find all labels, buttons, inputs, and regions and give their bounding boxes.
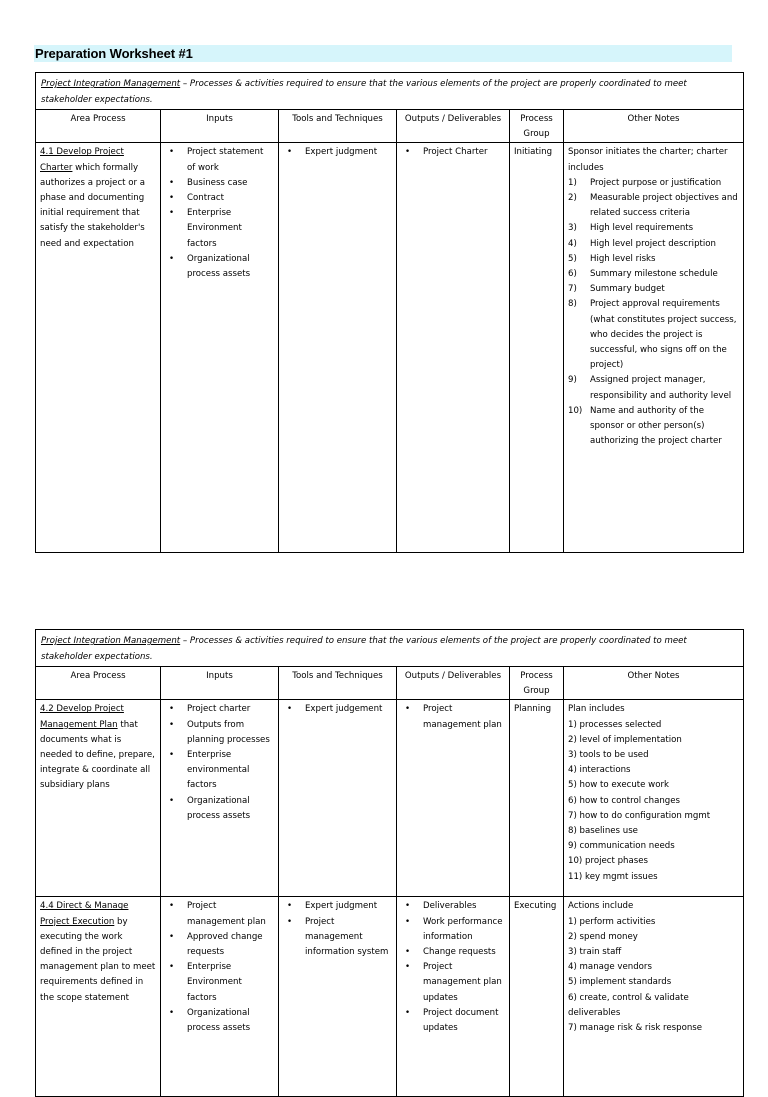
list-item: 4) High level project description <box>568 238 716 249</box>
tools-list <box>283 702 392 717</box>
process-group-cell: Executing <box>510 897 564 1097</box>
inputs-cell <box>161 700 279 897</box>
list-item: 9) Assigned project manager, responsibility and authority level <box>568 375 732 401</box>
list-item: • Organizational process assets <box>187 1006 274 1036</box>
outputs-cell <box>397 700 510 897</box>
list-item: 3) train staff <box>568 947 622 958</box>
other-notes-cell <box>564 700 744 897</box>
list-item: 2) Measurable project objectives and related success criteria <box>568 193 738 219</box>
list-item: 9) communication needs <box>568 841 675 852</box>
list-item: • Work performance information <box>423 915 505 945</box>
page-title: Preparation Worksheet #1 <box>35 46 193 61</box>
list-item: 5) High level risks <box>568 253 656 264</box>
table-row <box>36 897 744 1097</box>
worksheet-table-1 <box>35 72 744 553</box>
intro-cell <box>36 630 744 667</box>
header-process-group: Process Group <box>510 110 564 143</box>
list-item: • Organizational process assets <box>187 794 274 824</box>
list-item: 1) Project purpose or justification <box>568 177 722 188</box>
area-process-cell <box>36 897 161 1097</box>
list-item: 7) manage risk & risk response <box>568 1023 703 1034</box>
list-item: • Project statement of work <box>187 145 274 175</box>
tools-cell <box>279 897 397 1097</box>
list-item: • Approved change requests <box>187 930 274 960</box>
list-item: • Project management plan <box>423 702 505 732</box>
list-item: Actions include <box>568 901 634 912</box>
area-process-cell <box>36 143 161 553</box>
intro-text: – Processes & activities required to ensure that the various elements of the project are properly coordinated to meet stakeholder expectations. <box>41 79 687 105</box>
list-item: • Project Charter <box>423 145 505 160</box>
header-outputs: Outputs / Deliverables <box>397 667 510 700</box>
page-title-bar <box>34 45 732 62</box>
list-item: 6) Summary milestone schedule <box>568 269 718 280</box>
list-item: Plan includes <box>568 704 625 715</box>
tools-list <box>283 899 392 960</box>
header-other-notes: Other Notes <box>564 667 744 700</box>
tools-list <box>283 145 392 160</box>
list-item: • Expert judgment <box>305 145 392 160</box>
header-tools: Tools and Techniques <box>279 110 397 143</box>
process-group-cell: Planning <box>510 700 564 897</box>
list-item: 1) perform activities <box>568 916 656 927</box>
list-item: 4) manage vendors <box>568 962 652 973</box>
list-item: 3) High level requirements <box>568 223 694 234</box>
outputs-list <box>401 702 505 732</box>
list-item: 7) Summary budget <box>568 284 665 295</box>
tools-cell <box>279 700 397 897</box>
list-item: 5) implement standards <box>568 977 672 988</box>
area-process-link[interactable]: 4.2 Develop Project Management Plan <box>40 704 124 730</box>
header-process-group: Process Group <box>510 667 564 700</box>
list-item: 4) interactions <box>568 765 631 776</box>
inputs-list <box>165 145 274 282</box>
list-item: 2) level of implementation <box>568 734 682 745</box>
outputs-list <box>401 899 505 1036</box>
table-row <box>36 143 744 553</box>
header-inputs: Inputs <box>161 110 279 143</box>
list-item: • Expert judgment <box>305 899 392 914</box>
area-process-desc: by executing the work defined in the project management plan to meet requirements defined in the scope statement <box>40 916 156 1003</box>
list-item: 8) baselines use <box>568 826 638 837</box>
outputs-cell <box>397 897 510 1097</box>
notes-intro: Sponsor initiates the charter; charter includes <box>568 147 728 173</box>
list-item: • Business case <box>187 176 274 191</box>
list-item: • Deliverables <box>423 899 505 914</box>
other-notes-cell <box>564 897 744 1097</box>
list-item: • Change requests <box>423 945 505 960</box>
list-item: 1) processes selected <box>568 719 662 730</box>
list-item: • Enterprise Environment factors <box>187 206 274 252</box>
list-item: 2) spend money <box>568 931 638 942</box>
header-inputs: Inputs <box>161 667 279 700</box>
outputs-cell <box>397 143 510 553</box>
list-item: • Expert judgement <box>305 702 392 717</box>
list-item: 5) how to execute work <box>568 780 669 791</box>
other-notes-cell <box>564 143 744 553</box>
list-item: • Project management information system <box>305 915 392 961</box>
intro-text: – Processes & activities required to ensure that the various elements of the project are properly coordinated to meet stakeholder expectations. <box>41 636 687 662</box>
intro-link[interactable]: Project Integration Management <box>41 79 181 89</box>
notes-list <box>568 176 739 450</box>
inputs-cell <box>161 897 279 1097</box>
list-item: • Project management plan updates <box>423 960 505 1006</box>
list-item: 6) how to control changes <box>568 795 680 806</box>
tools-cell <box>279 143 397 553</box>
list-item: • Project charter <box>187 702 274 717</box>
list-item: 11) key mgmt issues <box>568 871 658 882</box>
list-item: 8) Project approval requirements (what constitutes project success, who decides the project is successful, who signs off on the project) <box>568 299 737 371</box>
list-item: 3) tools to be used <box>568 750 649 761</box>
inputs-list <box>165 702 274 824</box>
process-group-cell: Initiating <box>510 143 564 553</box>
list-item: • Outputs from planning processes <box>187 718 274 748</box>
list-item: • Enterprise Environment factors <box>187 960 274 1006</box>
outputs-list <box>401 145 505 160</box>
header-area-process: Area Process <box>36 667 161 700</box>
inputs-list <box>165 899 274 1036</box>
list-item: 7) how to do configuration mgmt <box>568 810 711 821</box>
list-item: 10) Name and authority of the sponsor or other person(s) authorizing the project charter <box>568 405 722 447</box>
worksheet-table-2 <box>35 629 744 1097</box>
list-item: 10) project phases <box>568 856 648 867</box>
list-item: • Project management plan <box>187 899 274 929</box>
list-item: • Project document updates <box>423 1006 505 1036</box>
inputs-cell <box>161 143 279 553</box>
list-item: • Organizational process assets <box>187 252 274 282</box>
area-process-cell <box>36 700 161 897</box>
header-outputs: Outputs / Deliverables <box>397 110 510 143</box>
list-item: • Enterprise environmental factors <box>187 748 274 794</box>
area-process-desc: that documents what is needed to define, prepare, integrate & coordinate all subsidiary plans <box>40 719 155 791</box>
header-other-notes: Other Notes <box>564 110 744 143</box>
list-item: • Contract <box>187 191 274 206</box>
header-area-process: Area Process <box>36 110 161 143</box>
area-process-link[interactable]: 4.1 Develop Project Charter <box>40 147 124 173</box>
list-item: 6) create, control & validate deliverables <box>568 992 689 1018</box>
header-tools: Tools and Techniques <box>279 667 397 700</box>
table-row <box>36 700 744 897</box>
area-process-desc: which formally authorizes a project or a phase and documenting initial requirement that satisfy the stakeholder's need and expectation <box>40 162 146 249</box>
intro-link[interactable]: Project Integration Management <box>41 636 181 646</box>
intro-cell <box>36 73 744 110</box>
area-process-link[interactable]: 4.4 Direct & Manage Project Execution <box>40 901 129 927</box>
